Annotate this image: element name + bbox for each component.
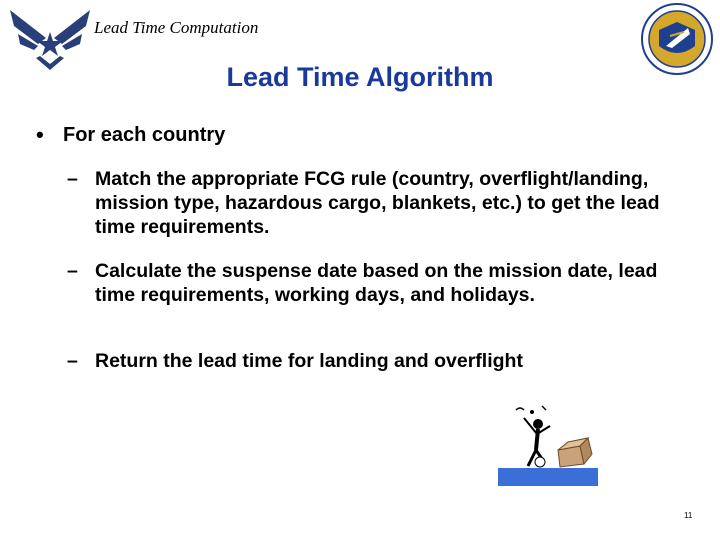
slide-title: Lead Time Algorithm [226, 62, 494, 92]
bullet-marker: • [36, 122, 44, 147]
sub-bullet-marker: – [67, 260, 78, 282]
sub-bullet-text: Return the lead time for landing and overflight [95, 350, 523, 372]
sub-bullet-text: Match the appropriate FCG rule (country, overflight/landing, mission type, hazardous cargo, blankets, etc.) to get the lead time requirements. [95, 168, 660, 238]
bullet-text: For each country [63, 124, 226, 146]
juggling-figure-clipart-icon [498, 404, 600, 488]
page-number: 11 [684, 511, 693, 520]
sub-bullet-marker: – [67, 350, 78, 372]
sub-bullet-text: Calculate the suspense date based on the mission date, lead time requirements, working days, and holidays. [95, 260, 658, 306]
header-caption: Lead Time Computation [94, 18, 259, 37]
sub-bullet-marker: – [67, 168, 78, 190]
